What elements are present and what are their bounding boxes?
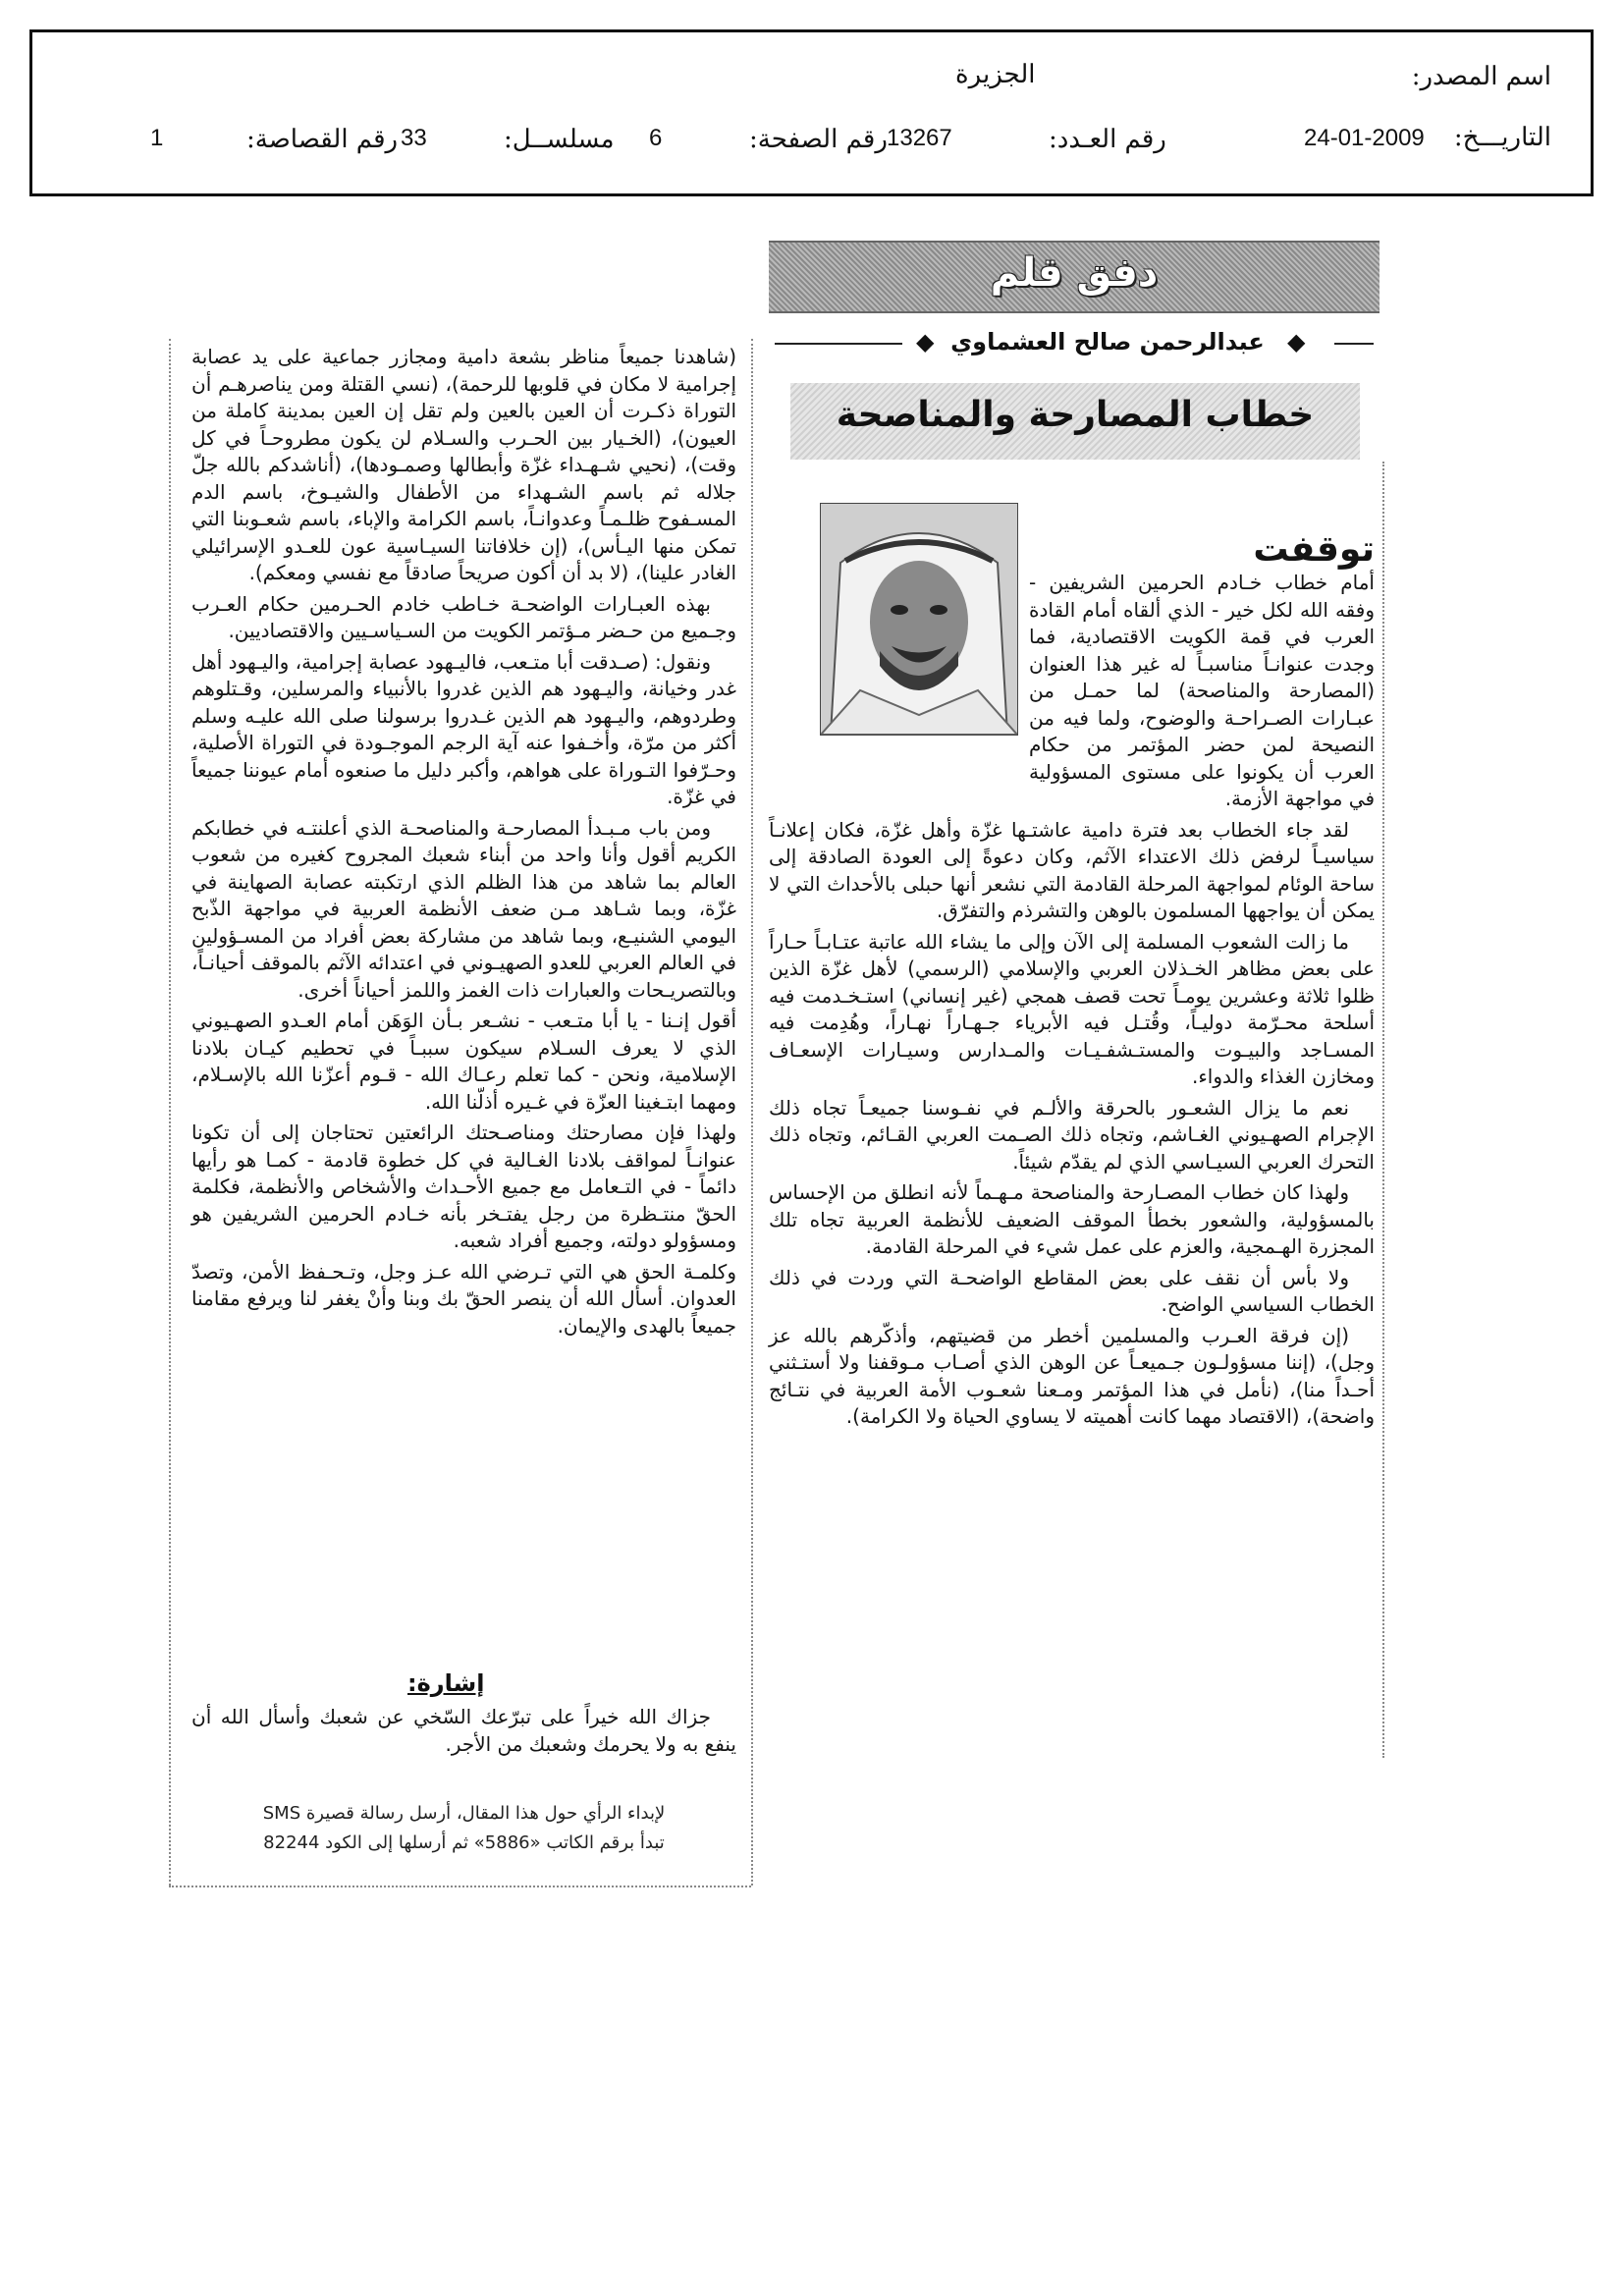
ishara-block <box>191 1704 736 1762</box>
article-paragraph: ومن باب مـبـدأ المصارحـة والمناصحـة الذي أعلنتـه في خطابكم الكريم أقول وأنا واحد من أبناء شعبك المجروح كغيره من شعوب العالم بما شاهد من هذا الظلم الذي ارتكبته عصابة الصهاينة في غزّة، وبما شـاهد مـن ضعف الأنظمة العربية في مواجهة الذّبح اليومي الشنيـع، وبما شاهد من مشاركة بعض أفراد من المسـؤولين في العالم العربي للعدو الصهيـوني في اعتدائه الآثم بالموقف أحيانـاً، وبالتصريـحات والعبارات ذات الغمز واللمز أحياناً أخرى. <box>191 815 736 1002</box>
sms-note-line: تبدأ برقم الكاتب «5886» ثم أرسلها إلى الكود 82244 <box>263 1832 665 1853</box>
bottom-rule <box>169 1886 751 1887</box>
author-rule-left <box>775 343 902 345</box>
page-value: 6 <box>649 125 663 151</box>
source-label: اسم المصدر: <box>1411 62 1551 91</box>
article-paragraph: (إن فرقة العـرب والمسلمين أخطر من قضيتهم، وأذكّرهم بالله عز وجل)، (إننا مسؤولـون جـميعـاً عن الوهن الذي أصـاب مـوقفنا ولا أستـثني أحـداً منا)، (نأمل في هذا المؤتمر ومـعنا شعـوب الأمة العربية في نتـائج واضحة)، (الاقتصاد مهما كانت أهميته لا يساوي الحياة ولا الكرامة). <box>769 1323 1375 1428</box>
author-name: عبدالرحمن صالح العشماوي <box>950 328 1265 355</box>
article-paragraph: أمام خطاب خـادم الحرمين الشريفين - وفقه الله لكل خير - الذي ألقاه أمام القادة العرب في قمة الكويت الاقتصادية، فما وجدت عنوانـاً مناسبـاً له غير هذا العنوان (المصارحة والمناصحة) لما حمـل من عبـارات الصـراحـة والوضوح، ولما فيه من النصيحة لمن حضر المؤتمر من حكام العرب أن يكونوا على مستوى المسؤولية في مواجهة الأزمة. <box>1029 571 1375 810</box>
article-paragraph: وكلمـة الحق هي التي تـرضي الله عـز وجل، وتـحـفظ الأمن، وتصدّ العدوان. أسأل الله أن ينصر الحقّ بك وبنا وأنْ يغفر لنا ويرفع مقامنا جميعاً بالهدى والإيمان. <box>191 1259 736 1338</box>
clip-value: 1 <box>150 125 164 151</box>
date-value: 24-01-2009 <box>1304 125 1425 151</box>
article-left-column <box>191 344 736 1650</box>
lead-word: توقفت <box>1253 529 1375 570</box>
diamond-icon: ◆ <box>916 328 935 355</box>
serial-label: مسلســل: <box>504 125 615 154</box>
article-paragraph: ما زالت الشعوب المسلمة إلى الآن وإلى ما يشاء الله عاتبة عتـابـاً حـاراً على بعض مظاهر الخـذلان العربي والإسلامي (الرسمي) لأهل غزّة الذين ظلوا ثلاثة وعشرين يومـاً تحت قصف همجي (غير إنساني) استـخـدمت فيه أسلحة محـرّمة دوليـاً، وقُتـل فيه الأبرياء جـهـاراً نهـاراً، وهُدِمت فيه المسـاجد والبيـوت والمستـشفـيـات والمـدارس وسيـارات الإسعـاف ومخازن الغذاء والدواء. <box>769 929 1375 1088</box>
left-border <box>169 339 171 1886</box>
column-divider <box>751 339 753 1886</box>
serial-value: 33 <box>401 125 427 151</box>
author-line <box>769 324 1380 363</box>
headline-band <box>790 383 1360 460</box>
headline: خطاب المصارحة والمناصحة <box>836 395 1315 435</box>
article-paragraph: ونقول: (صـدقت أبا متـعب، فاليـهود عصابة إجرامية، واليـهود أهل غدر وخيانة، واليـهود هم الذين غدروا بالأنبياء والمرسلين، وقـتلوهم وطردوهم، واليـهود هم الذين غـدروا برسولنا صلى الله عليـه وسلم أكثر من مرّة، وأخـفوا عنه آية الرجم الموجـودة في التوراة الأصلية، وحـرّفوا التـوراة على هواهم، وأكبر دليل ما صنعوه أمام عيوننا جميعاً في غزّة. <box>191 649 736 808</box>
photo-spacer <box>769 570 1029 781</box>
date-label: التاريـــخ: <box>1453 123 1551 152</box>
source-value: الجزيرة <box>955 60 1036 89</box>
sms-note <box>191 1799 736 1858</box>
article-paragraph: ولهذا كان خطاب المصـارحة والمناصحة مـهـماً لأنه انطلق من الإحساس بالمسؤولية، والشعور بخطأ الموقف الضعيف للأنظمة العربية تجاه تلك المجزرة الهـمجية، والعزم على عمل شيء في المرحلة القادمة. <box>769 1180 1375 1258</box>
column-name: دفق قلم <box>990 250 1159 296</box>
article-paragraph: لقد جاء الخطاب بعد فترة دامية عاشتـها غزّة وأهل غزّة، فكان إعلانـاً سياسيـاً لرفض ذلك الاعتداء الآثم، وكان دعوةً إلى العودة الصادقة إلى ساحة الوئام لمواجهة المرحلة القادمة التي نشعر أنها حبلى بالأحداث التي لا يمكن أن يواجهها المسلمون بالوهن والتشرذم والتفرّق. <box>769 817 1375 922</box>
diamond-icon: ◆ <box>1287 328 1306 355</box>
right-border <box>1382 462 1384 1758</box>
article-right-column <box>769 570 1375 1748</box>
sms-note-line: لإبداء الرأي حول هذا المقال، أرسل رسالة قصيرة SMS <box>262 1803 666 1824</box>
ishara-text: جزاك الله خيراً على تبرّعك السّخي عن شعبك وأسأل الله أن ينفع به ولا يحرمك وشعبك من الأجر. <box>191 1705 736 1756</box>
clipping-header <box>29 29 1594 196</box>
article-paragraph: أقول إنـنا - يا أبا متـعب - نشـعر بـأن الوَهَن أمام العـدو الصهـيوني الذي لا يعرف السـلام سيكون سببـاً في تحطيم كيـان بلادنا الإسلامية، ونحن - كما تعلم رعـاك الله - قـوم أعزّنا الله بالإسـلام، ومهما ابتـغينا العزّة في غـيره أذلّنا الله. <box>191 1009 736 1114</box>
article-paragraph: ولهذا فإن مصارحتك ومناصـحتك الرائعتين تحتاجان إلى أن تكونا عنوانـاً لمواقف بلادنا الغـالية في كل خطوة قادمة - كمـا هو رأيها دائماً - في التـعامل مع جميع الأحـداث والأشخاص والأنظمة، فكلمة الحقّ منتـظرة من رجل يفتـخر بأنه خـادم الحرمين الشريفين هو ومسؤولو دولته، وجميع أفراد شعبه. <box>191 1121 736 1252</box>
column-banner <box>769 241 1380 313</box>
article-paragraph: (شاهدنا جميعاً مناظر بشعة دامية ومجازر جماعية على يد عصابة إجرامية لا مكان في قلوبها للرحمة)، (نسي القتلة ومن يناصرهـم أن التوراة ذكـرت أن العين بالعين ولم تقل إن العين بمدينة كاملة من العيون)، (الخـيار بين الحـرب والسـلام لن يكون مطروحـاً في كل وقت)، (نحيي شـهـداء غزّة وأبطالها وصمـودها)، (أناشدكم بالله جلّ جلاله ثم باسم الشـهداء من الأطفال والشيـوخ، باسم الدم المسـفوح ظلـمـاً وعدوانـاً، باسم الكرامة والإباء، باسم شعـوبنا التي تمكن منها اليـأس)، (إن خلافاتنا السيـاسية عون للعـدو الإسرائيلي الغادر علينا)، (لا بد أن أكون صريحاً صادقاً مع نفسي ومعكم). <box>191 345 736 584</box>
issue-label: رقم العـدد: <box>1049 125 1166 154</box>
issue-value: 13267 <box>887 125 952 151</box>
article-intro-wrap <box>1026 530 1375 570</box>
author-rule-right <box>1334 343 1374 345</box>
ishara-title: إشارة: <box>407 1669 485 1697</box>
article-paragraph: بهذه العبـارات الواضحـة خـاطب خادم الحـرمين حكام العـرب وجـميع من حـضر مـؤتمر الكويت من السـياسـيين والاقتصاديين. <box>191 591 736 642</box>
article-paragraph: ولا بأس أن نقف على بعض المقاطع الواضحـة التي وردت في ذلك الخطاب السياسي الواضح. <box>769 1265 1375 1316</box>
page-label: رقم الصفحة: <box>749 125 888 154</box>
article-paragraph: نعم ما يزال الشعـور بالحرقة والألـم في نفـوسنا جميعـاً تجاه ذلك الإجرام الصهـيوني الغـاشم، وتجاه ذلك الصـمت العربي القـائم، وتجاه ذلك التحرك العربي السيـاسي الذي لم يقدّم شيئاً. <box>769 1095 1375 1174</box>
clip-label: رقم القصاصة: <box>246 125 399 154</box>
